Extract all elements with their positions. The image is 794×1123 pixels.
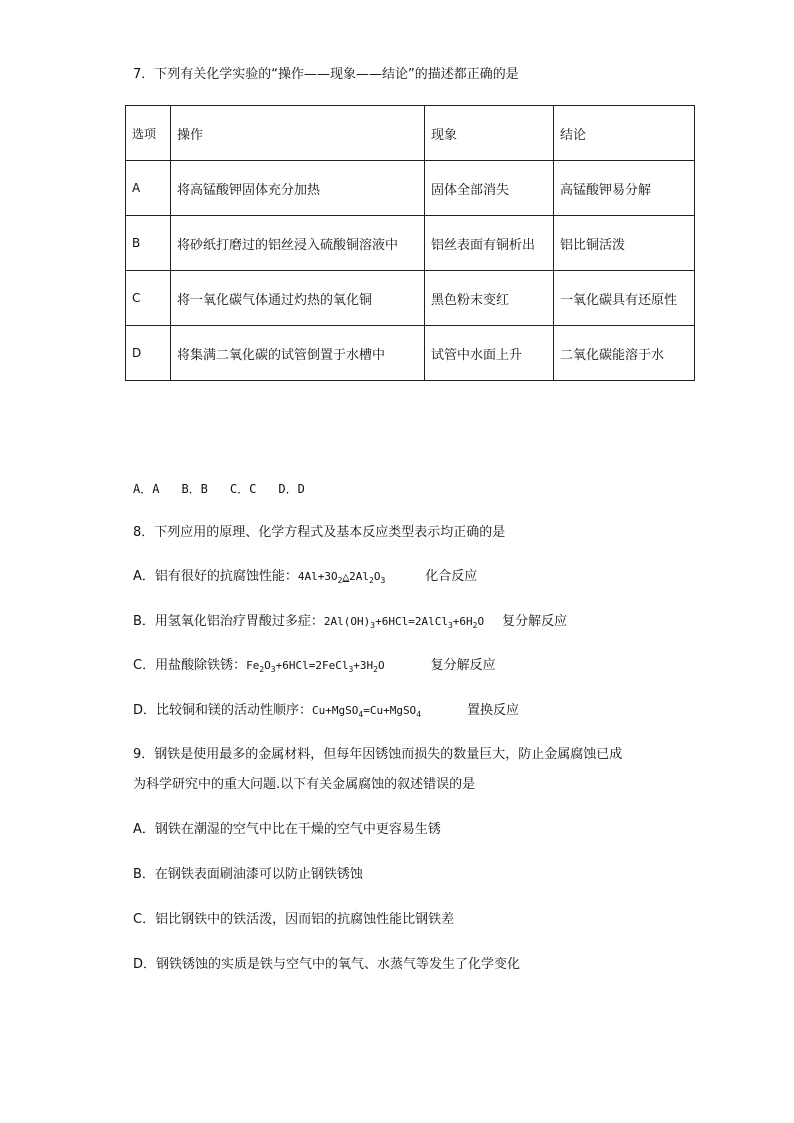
cell-conclusion: 高锰酸钾易分解 <box>554 161 695 216</box>
question-8-option-b[interactable] <box>133 613 567 635</box>
table-row <box>126 271 695 326</box>
question-8-option-c[interactable] <box>133 657 496 679</box>
experiment-table <box>125 105 695 381</box>
reaction-type: 化合反应 <box>425 569 478 584</box>
choice-c[interactable]: C．C <box>229 482 257 496</box>
cell-operation: 将一氧化碳气体通过灼热的氧化铜 <box>171 271 425 326</box>
header-phenomenon: 现象 <box>425 106 554 161</box>
question-9-option-a[interactable]: A．钢铁在潮湿的空气中比在干燥的空气中更容易生锈 <box>133 822 441 837</box>
cell-phenomenon: 固体全部消失 <box>425 161 554 216</box>
option-text: D．比较铜和镁的活动性顺序： <box>133 703 313 718</box>
cell-phenomenon: 试管中水面上升 <box>425 326 554 381</box>
cell-phenomenon: 铝丝表面有铜析出 <box>425 216 554 271</box>
question-9-stem-line-1: 9．钢铁是使用最多的金属材料，但每年因锈蚀而损失的数量巨大，防止金属腐蚀已成 <box>133 747 623 762</box>
reaction-type: 置换反应 <box>467 703 520 718</box>
cell-conclusion: 铝比铜活泼 <box>554 216 695 271</box>
cell-operation: 将砂纸打磨过的铝丝浸入硫酸铜溶液中 <box>171 216 425 271</box>
question-9-stem-line-2: 为科学研究中的重大问题.以下有关金属腐蚀的叙述错误的是 <box>133 777 476 792</box>
table-row <box>126 216 695 271</box>
cell-conclusion: 二氧化碳能溶于水 <box>554 326 695 381</box>
reaction-type: 复分解反应 <box>502 614 568 629</box>
question-8-option-a[interactable] <box>133 568 477 590</box>
chemical-equation: $Fe_2O_3+6HCl=2FeCl_3+3H_2O$ <box>246 659 385 675</box>
header-conclusion: 结论 <box>554 106 695 161</box>
cell-option: D <box>126 326 171 381</box>
choice-d[interactable]: D．D <box>278 482 305 496</box>
cell-conclusion: 一氧化碳具有还原性 <box>554 271 695 326</box>
question-9-option-b[interactable]: B．在钢铁表面刷油漆可以防止钢铁锈蚀 <box>133 867 363 882</box>
cell-option: A <box>126 161 171 216</box>
choice-b[interactable]: B．B <box>181 482 208 496</box>
question-9-option-c[interactable]: C．铝比钢铁中的铁活泼，因而铝的抗腐蚀性能比钢铁差 <box>133 912 455 927</box>
cell-operation: 将集满二氧化碳的试管倒置于水槽中 <box>171 326 425 381</box>
question-7-choices <box>133 480 305 499</box>
cell-option: B <box>126 216 171 271</box>
question-8-stem: 8．下列应用的原理、化学方程式及基本反应类型表示均正确的是 <box>133 525 506 540</box>
cell-phenomenon: 黑色粉末变红 <box>425 271 554 326</box>
chemical-equation: $2Al(OH)_3+6HCl=2AlCl_3+6H_2O$ <box>323 615 485 631</box>
chemical-equation: Cu+MgSO$_4$=Cu+MgSO$_4$ <box>312 704 422 720</box>
header-option: 选项 <box>126 106 171 161</box>
table-row <box>126 161 695 216</box>
option-text: A．铝有很好的抗腐蚀性能： <box>133 569 298 584</box>
question-9-option-d[interactable]: D．钢铁锈蚀的实质是铁与空气中的氧气、水蒸气等发生了化学变化 <box>133 957 521 972</box>
option-text: B．用氢氧化铝治疗胃酸过多症： <box>133 614 324 629</box>
chemical-equation: $4Al+3O_2\triangle 2Al_2O_3$ <box>297 570 386 586</box>
choice-a[interactable]: A．A <box>133 482 160 496</box>
header-operation: 操作 <box>171 106 425 161</box>
cell-operation: 将高锰酸钾固体充分加热 <box>171 161 425 216</box>
question-8-option-d[interactable] <box>133 702 519 724</box>
option-text: C．用盐酸除铁锈： <box>133 658 247 673</box>
table-header-row <box>126 106 695 161</box>
table-row <box>126 326 695 381</box>
cell-option: C <box>126 271 171 326</box>
reaction-type: 复分解反应 <box>430 658 496 673</box>
question-7-stem: 7．下列有关化学实验的“操作——现象——结论”的描述都正确的是 <box>133 67 519 82</box>
